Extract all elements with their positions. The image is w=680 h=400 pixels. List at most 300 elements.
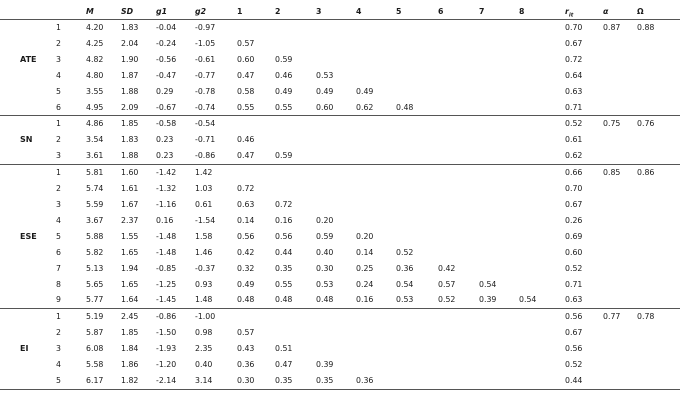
correlation-cell	[316, 309, 356, 325]
correlation-cell	[438, 132, 479, 148]
item-total-correlation-cell: 0.64	[565, 70, 583, 80]
correlation-cell	[356, 148, 396, 164]
mean-cell: 3.55	[86, 86, 104, 96]
correlation-cell	[479, 357, 519, 373]
kurtosis-cell: -0.97	[195, 20, 237, 36]
correlation-cell: 0.57	[237, 328, 255, 338]
mean-cell: 4.95	[86, 100, 121, 116]
sd-cell: 1.87	[121, 70, 139, 80]
correlation-cell	[356, 165, 396, 181]
correlation-cell: 0.25	[356, 263, 374, 273]
correlation-cell	[438, 52, 479, 68]
correlation-cell	[479, 325, 519, 341]
item-number: 5	[56, 86, 61, 96]
correlation-cell: 0.72	[275, 199, 293, 209]
correlation-cell	[396, 132, 438, 148]
alpha-cell	[603, 277, 637, 293]
table-row	[0, 229, 680, 245]
rit-subscript: it	[568, 12, 574, 19]
correlation-cell	[396, 213, 438, 229]
construct-label: SN	[20, 135, 33, 145]
skewness-cell: -1.42	[156, 165, 195, 181]
sd-cell: 1.86	[121, 360, 139, 370]
correlation-cell: 0.16	[356, 292, 396, 308]
correlation-cell	[438, 197, 479, 213]
corr-header-5: 5	[396, 7, 402, 16]
alpha-cell: 0.87	[603, 20, 637, 36]
construct-label	[0, 292, 56, 308]
correlation-cell	[479, 309, 519, 325]
omega-header: Ω	[637, 7, 644, 16]
sd-cell: 1.64	[121, 292, 156, 308]
alpha-cell	[603, 132, 637, 148]
table-row	[0, 181, 680, 197]
skewness-cell: -1.93	[156, 344, 177, 354]
correlation-cell: 0.52	[438, 292, 479, 308]
correlation-cell	[275, 132, 316, 148]
table-row	[0, 357, 680, 373]
kurtosis-cell: -0.71	[195, 135, 216, 145]
correlation-cell	[438, 229, 479, 245]
correlation-cell	[275, 20, 316, 36]
skewness-cell: -1.20	[156, 360, 177, 370]
correlation-cell	[479, 20, 519, 36]
correlation-cell	[396, 84, 438, 100]
item-number: 4	[56, 215, 61, 225]
omega-cell	[637, 261, 680, 277]
correlation-cell	[438, 373, 479, 389]
table-row	[0, 341, 680, 357]
table-row	[0, 20, 680, 36]
item-number: 2	[56, 328, 61, 338]
correlation-cell: 0.52	[396, 247, 414, 257]
construct-label	[0, 84, 56, 100]
item-total-correlation-cell: 0.71	[565, 279, 583, 289]
correlation-cell	[438, 181, 479, 197]
mean-cell: 5.81	[86, 165, 121, 181]
item-total-correlation-cell: 0.63	[565, 86, 583, 96]
sd-cell: 2.04	[121, 38, 139, 48]
correlation-cell	[519, 357, 565, 373]
correlation-cell	[479, 229, 519, 245]
omega-cell	[637, 84, 680, 100]
skewness-cell: 0.23	[156, 135, 174, 145]
item-number: 1	[56, 165, 86, 181]
correlation-cell	[316, 20, 356, 36]
item-number: 1	[56, 116, 86, 132]
correlation-cell	[316, 181, 356, 197]
skewness-header: g1	[156, 7, 168, 16]
correlation-cell	[356, 309, 396, 325]
omega-cell	[637, 213, 680, 229]
alpha-cell	[603, 213, 637, 229]
corr-header-1: 1	[237, 7, 243, 16]
correlation-cell: 0.39	[316, 360, 334, 370]
item-total-correlation-cell: 0.52	[565, 116, 603, 132]
sd-cell: 1.65	[121, 279, 139, 289]
item-total-correlation-cell: 0.61	[565, 135, 583, 145]
construct-label	[0, 165, 56, 181]
item-number: 3	[56, 344, 61, 354]
correlation-cell	[316, 165, 356, 181]
correlation-cell	[438, 148, 479, 164]
correlation-cell: 0.20	[356, 231, 374, 241]
kurtosis-cell: 1.58	[195, 231, 213, 241]
correlation-cell	[519, 36, 565, 52]
correlation-cell	[519, 20, 565, 36]
correlation-cell	[356, 181, 396, 197]
kurtosis-cell: -1.54	[195, 215, 216, 225]
skewness-cell: -0.24	[156, 38, 177, 48]
skewness-cell: -1.48	[156, 231, 177, 241]
sd-cell: 1.85	[121, 328, 139, 338]
correlation-cell	[356, 68, 396, 84]
skewness-cell: -0.86	[156, 309, 195, 325]
correlation-cell: 0.47	[237, 70, 255, 80]
omega-cell	[637, 277, 680, 293]
table-row	[0, 245, 680, 261]
correlation-cell	[356, 213, 396, 229]
mean-cell: 4.82	[86, 54, 104, 64]
mean-cell: 5.74	[86, 184, 104, 194]
skewness-cell: -0.67	[156, 100, 195, 116]
correlation-cell	[396, 357, 438, 373]
correlation-cell	[396, 68, 438, 84]
correlation-cell: 0.59	[275, 148, 316, 164]
alpha-cell	[603, 357, 637, 373]
item-number: 2	[56, 38, 61, 48]
item-total-correlation-cell: 0.66	[565, 165, 603, 181]
correlation-cell: 0.36	[356, 373, 396, 389]
kurtosis-cell: 2.35	[195, 344, 213, 354]
correlation-cell: 0.24	[356, 279, 374, 289]
correlation-cell	[237, 165, 275, 181]
construct-label	[0, 20, 56, 36]
corr-header-7: 7	[479, 7, 485, 16]
table-row	[0, 148, 680, 164]
mean-cell: 3.61	[86, 148, 121, 164]
correlation-cell	[356, 341, 396, 357]
correlation-cell: 0.48	[316, 292, 356, 308]
correlation-cell	[519, 245, 565, 261]
sd-cell: 1.84	[121, 344, 139, 354]
correlation-cell: 0.58	[237, 86, 255, 96]
correlation-cell: 0.72	[237, 184, 255, 194]
mean-cell: 5.87	[86, 328, 104, 338]
correlation-cell	[479, 261, 519, 277]
mean-cell: 5.13	[86, 263, 104, 273]
correlation-cell	[519, 341, 565, 357]
correlation-cell	[275, 181, 316, 197]
correlation-cell	[275, 325, 316, 341]
correlation-cell	[316, 116, 356, 132]
correlation-cell: 0.30	[237, 373, 275, 389]
correlation-cell: 0.46	[275, 70, 293, 80]
correlation-cell	[479, 52, 519, 68]
alpha-cell	[603, 100, 637, 116]
corr-header-8: 8	[519, 7, 525, 16]
correlation-cell: 0.35	[316, 373, 356, 389]
correlation-cell	[396, 373, 438, 389]
correlation-cell	[519, 100, 565, 116]
group-ate	[0, 20, 680, 116]
correlation-cell: 0.48	[237, 292, 275, 308]
correlation-cell	[396, 181, 438, 197]
correlation-cell	[519, 325, 565, 341]
sd-cell: 1.94	[121, 263, 139, 273]
sd-cell: 1.82	[121, 373, 156, 389]
correlation-cell	[275, 36, 316, 52]
correlation-cell	[519, 52, 565, 68]
item-number: 8	[56, 279, 61, 289]
correlation-cell	[396, 197, 438, 213]
correlation-cell: 0.16	[275, 215, 293, 225]
alpha-cell	[603, 148, 637, 164]
correlation-cell: 0.39	[479, 292, 519, 308]
correlation-cell	[479, 181, 519, 197]
mean-cell: 3.54	[86, 135, 104, 145]
table-row	[0, 84, 680, 100]
kurtosis-cell: 1.48	[195, 292, 237, 308]
correlation-cell	[438, 100, 479, 116]
skewness-cell: 0.29	[156, 86, 174, 96]
correlation-cell	[519, 84, 565, 100]
omega-cell	[637, 229, 680, 245]
correlation-cell	[237, 309, 275, 325]
construct-header	[0, 4, 56, 20]
correlation-cell: 0.57	[237, 38, 255, 48]
kurtosis-cell: 0.61	[195, 199, 213, 209]
correlation-cell	[519, 309, 565, 325]
correlation-cell	[519, 373, 565, 389]
kurtosis-cell: 0.98	[195, 328, 213, 338]
correlation-cell: 0.14	[237, 215, 255, 225]
correlation-cell: 0.49	[275, 86, 293, 96]
construct-label	[0, 36, 56, 52]
corr-header-3: 3	[316, 7, 322, 16]
skewness-cell: -1.25	[156, 279, 177, 289]
omega-cell	[637, 36, 680, 52]
construct-label	[0, 261, 56, 277]
correlation-cell: 0.53	[316, 279, 334, 289]
table-row	[0, 277, 680, 293]
skewness-cell: -0.04	[156, 20, 195, 36]
correlation-cell	[479, 197, 519, 213]
alpha-cell	[603, 341, 637, 357]
correlation-cell: 0.56	[275, 231, 293, 241]
correlation-cell: 0.32	[237, 263, 255, 273]
correlation-cell	[479, 68, 519, 84]
kurtosis-cell: -0.61	[195, 54, 216, 64]
descriptive-statistics-table	[0, 4, 680, 390]
correlation-cell	[275, 165, 316, 181]
mean-cell: 3.67	[86, 215, 104, 225]
correlation-cell	[479, 116, 519, 132]
table-row	[0, 292, 680, 308]
correlation-cell: 0.47	[237, 148, 275, 164]
alpha-cell	[603, 181, 637, 197]
construct-label	[0, 373, 56, 389]
correlation-cell	[438, 357, 479, 373]
table-row	[0, 325, 680, 341]
correlation-cell	[316, 36, 356, 52]
alpha-cell: 0.75	[603, 116, 637, 132]
skewness-cell: 0.23	[156, 148, 195, 164]
construct-label	[0, 181, 56, 197]
sd-cell: 1.60	[121, 165, 156, 181]
table-row	[0, 373, 680, 389]
omega-cell	[637, 181, 680, 197]
omega-cell	[637, 357, 680, 373]
item-number: 5	[56, 231, 61, 241]
item-number: 5	[56, 373, 86, 389]
item-total-correlation-cell: 0.67	[565, 199, 583, 209]
mean-cell: 5.19	[86, 309, 121, 325]
correlation-cell: 0.35	[275, 263, 293, 273]
kurtosis-cell: -1.00	[195, 309, 237, 325]
omega-cell: 0.78	[637, 309, 680, 325]
correlation-cell: 0.36	[396, 263, 414, 273]
correlation-cell	[519, 148, 565, 164]
sd-cell: 2.45	[121, 309, 156, 325]
correlation-cell	[396, 116, 438, 132]
correlation-cell: 0.55	[237, 100, 275, 116]
correlation-cell	[519, 277, 565, 293]
item-number: 3	[56, 148, 86, 164]
correlation-cell: 0.42	[438, 263, 456, 273]
construct-label: ESE	[20, 231, 37, 241]
correlation-cell	[438, 325, 479, 341]
correlation-cell	[438, 309, 479, 325]
correlation-cell	[438, 341, 479, 357]
skewness-cell: -0.85	[156, 263, 177, 273]
construct-label	[0, 148, 56, 164]
item-number: 1	[56, 20, 86, 36]
table-row	[0, 213, 680, 229]
mean-cell: 4.80	[86, 70, 104, 80]
item-header	[56, 4, 86, 20]
correlation-cell	[356, 197, 396, 213]
item-number: 6	[56, 100, 86, 116]
table-row	[0, 309, 680, 325]
construct-label	[0, 277, 56, 293]
item-total-correlation-cell: 0.63	[565, 292, 603, 308]
corr-header-4: 4	[356, 7, 362, 16]
skewness-cell: -1.32	[156, 184, 177, 194]
sd-cell: 2.37	[121, 215, 139, 225]
correlation-cell: 0.56	[237, 231, 255, 241]
skewness-cell: -0.58	[156, 116, 195, 132]
sd-cell: 1.67	[121, 199, 139, 209]
omega-cell: 0.88	[637, 20, 680, 36]
correlation-cell	[396, 52, 438, 68]
omega-cell	[637, 148, 680, 164]
sd-cell: 1.83	[121, 135, 139, 145]
kurtosis-cell: -0.78	[195, 86, 216, 96]
correlation-cell	[479, 341, 519, 357]
omega-cell: 0.86	[637, 165, 680, 181]
correlation-cell	[479, 213, 519, 229]
table-row	[0, 100, 680, 116]
correlation-cell: 0.51	[275, 344, 293, 354]
correlation-cell	[396, 229, 438, 245]
correlation-cell: 0.47	[275, 360, 293, 370]
sd-cell: 1.55	[121, 231, 139, 241]
correlation-cell	[396, 309, 438, 325]
mean-cell: 4.25	[86, 38, 104, 48]
sd-cell: 1.85	[121, 116, 156, 132]
sd-cell: 1.90	[121, 54, 139, 64]
correlation-cell	[438, 68, 479, 84]
correlation-cell: 0.63	[237, 199, 255, 209]
correlation-cell: 0.46	[237, 135, 255, 145]
correlation-cell: 0.59	[275, 54, 293, 64]
table-row	[0, 116, 680, 132]
correlation-cell: 0.49	[316, 86, 334, 96]
correlation-cell: 0.35	[275, 373, 316, 389]
item-number: 2	[56, 135, 61, 145]
table-row	[0, 197, 680, 213]
correlation-cell	[519, 181, 565, 197]
header-row	[0, 4, 680, 20]
kurtosis-cell: 1.46	[195, 247, 213, 257]
correlation-cell	[237, 20, 275, 36]
correlation-cell	[316, 341, 356, 357]
correlation-cell	[316, 148, 356, 164]
omega-cell	[637, 52, 680, 68]
alpha-cell	[603, 373, 637, 389]
group-ese	[0, 165, 680, 309]
correlation-cell	[438, 213, 479, 229]
correlation-cell	[356, 116, 396, 132]
kurtosis-cell: 0.93	[195, 279, 213, 289]
alpha-cell: 0.77	[603, 309, 637, 325]
construct-label	[0, 213, 56, 229]
skewness-cell: -0.47	[156, 70, 177, 80]
correlation-cell	[316, 132, 356, 148]
mean-cell: 4.86	[86, 116, 121, 132]
omega-cell: 0.76	[637, 116, 680, 132]
item-total-correlation-cell: 0.56	[565, 309, 603, 325]
correlation-cell: 0.14	[356, 247, 374, 257]
item-total-correlation-header	[565, 4, 603, 20]
sd-cell: 1.88	[121, 148, 156, 164]
kurtosis-cell: -0.54	[195, 116, 237, 132]
group-ei	[0, 309, 680, 390]
correlation-cell	[356, 325, 396, 341]
correlation-cell	[356, 357, 396, 373]
item-total-correlation-cell: 0.70	[565, 184, 583, 194]
item-total-correlation-cell: 0.69	[565, 231, 583, 241]
correlation-cell: 0.60	[316, 100, 356, 116]
item-total-correlation-cell: 0.52	[565, 263, 583, 273]
item-total-correlation-cell: 0.26	[565, 215, 583, 225]
correlation-cell: 0.49	[237, 279, 255, 289]
skewness-cell: -2.14	[156, 373, 195, 389]
alpha-cell	[603, 325, 637, 341]
group-sn	[0, 116, 680, 165]
sd-cell: 1.88	[121, 86, 139, 96]
correlation-cell	[356, 20, 396, 36]
skewness-cell: -1.48	[156, 247, 177, 257]
correlation-cell	[438, 20, 479, 36]
kurtosis-cell: -1.05	[195, 38, 216, 48]
kurtosis-cell: 1.42	[195, 165, 237, 181]
kurtosis-cell: 3.14	[195, 373, 237, 389]
omega-cell	[637, 197, 680, 213]
alpha-cell	[603, 36, 637, 52]
omega-cell	[637, 245, 680, 261]
